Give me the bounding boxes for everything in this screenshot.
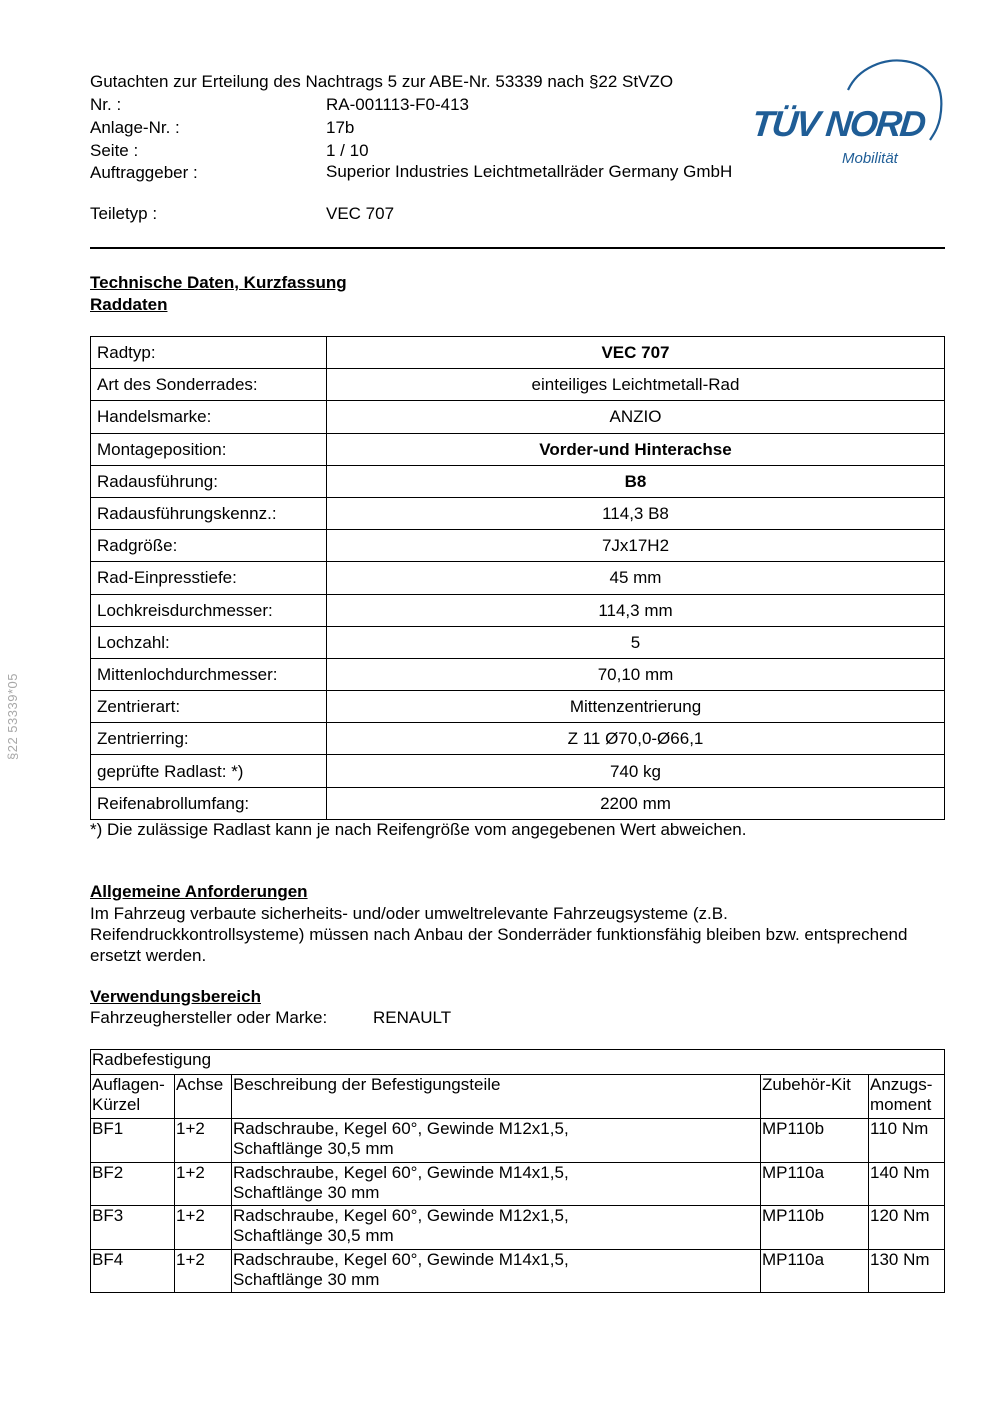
table-row — [91, 626, 945, 658]
cell-code: BF1 — [91, 1119, 175, 1163]
meta-value: VEC 707 — [326, 204, 395, 223]
row-label: Rad-Einpresstiefe: — [91, 562, 327, 594]
meta-row-anlage — [90, 117, 750, 140]
description-line: Schaftlänge 30 mm — [233, 1269, 380, 1289]
table-row — [91, 337, 945, 369]
table-row — [91, 369, 945, 401]
table-header-row — [91, 1075, 945, 1119]
cell-kit: MP110a — [761, 1162, 869, 1206]
document-header — [90, 71, 750, 224]
row-value: Z 11 Ø70,0-Ø66,1 — [327, 723, 945, 755]
manufacturer-label: Fahrzeughersteller oder Marke: — [90, 1008, 328, 1027]
row-label: Handelsmarke: — [91, 401, 327, 433]
cell-kit: MP110b — [761, 1119, 869, 1163]
cell-description — [232, 1249, 761, 1293]
table-row — [91, 1206, 945, 1250]
row-value: ANZIO — [327, 401, 945, 433]
row-label: Lochzahl: — [91, 626, 327, 658]
meta-value: 1 / 10 — [326, 141, 369, 160]
side-watermark: §22 53339*05 — [5, 673, 20, 760]
row-label: Lochkreisdurchmesser: — [91, 594, 327, 626]
row-label: Radausführung: — [91, 465, 327, 497]
row-value: B8 — [327, 465, 945, 497]
meta-row-teiletyp — [90, 203, 750, 224]
table-row — [91, 723, 945, 755]
column-header: Anzugs-moment — [869, 1075, 945, 1119]
table-row — [91, 658, 945, 690]
table-row — [91, 497, 945, 529]
section-heading-scope: Verwendungsbereich — [90, 987, 261, 1006]
row-label: geprüfte Radlast: *) — [91, 755, 327, 787]
description-line: Radschraube, Kegel 60°, Gewinde M12x1,5, — [233, 1119, 569, 1138]
table-row — [91, 691, 945, 723]
cell-code: BF2 — [91, 1162, 175, 1206]
meta-label: Auftraggeber : — [90, 163, 198, 182]
row-label: Reifenabrollumfang: — [91, 787, 327, 819]
row-label: Radtyp: — [91, 337, 327, 369]
manufacturer-value: RENAULT — [373, 1008, 452, 1027]
logo-subtitle: Mobilität — [842, 150, 898, 167]
row-value: 70,10 mm — [327, 658, 945, 690]
cell-code: BF4 — [91, 1249, 175, 1293]
column-header: Auflagen-Kürzel — [91, 1075, 175, 1119]
row-value: einteiliges Leichtmetall-Rad — [327, 369, 945, 401]
meta-row-seite — [90, 140, 750, 162]
row-value: 2200 mm — [327, 787, 945, 819]
column-header: Beschreibung der Befestigungsteile — [232, 1075, 761, 1119]
section-heading-technical-data: Technische Daten, Kurzfassung — [90, 273, 347, 292]
description-line: Radschraube, Kegel 60°, Gewinde M14x1,5, — [233, 1162, 569, 1182]
description-line: Schaftlänge 30 mm — [233, 1182, 380, 1202]
row-value: Mittenzentrierung — [327, 691, 945, 723]
row-label: Zentrierring: — [91, 723, 327, 755]
table-row — [91, 433, 945, 465]
table-row — [91, 787, 945, 819]
cell-kit: MP110a — [761, 1249, 869, 1293]
description-line: Radschraube, Kegel 60°, Gewinde M12x1,5, — [233, 1206, 569, 1225]
tuv-nord-logo — [748, 48, 948, 168]
cell-torque: 120 Nm — [869, 1206, 945, 1250]
logo-wordmark: TÜV NORD — [749, 103, 927, 144]
table-row — [91, 755, 945, 787]
description-line: Schaftlänge 30,5 mm — [233, 1139, 394, 1158]
cell-axle: 1+2 — [175, 1206, 232, 1250]
description-line: Radschraube, Kegel 60°, Gewinde M14x1,5, — [233, 1249, 569, 1269]
table-row — [91, 530, 945, 562]
table-row — [91, 1162, 945, 1206]
table-row — [91, 465, 945, 497]
meta-row-nr — [90, 94, 750, 117]
table-row — [91, 594, 945, 626]
cell-code: BF3 — [91, 1206, 175, 1250]
row-label: Montageposition: — [91, 433, 327, 465]
row-label: Mittenlochdurchmesser: — [91, 658, 327, 690]
cell-torque: 140 Nm — [869, 1162, 945, 1206]
meta-row-auftraggeber — [90, 162, 750, 203]
column-header: Achse — [175, 1075, 232, 1119]
meta-value: RA-001113-F0-413 — [326, 95, 470, 114]
cell-axle: 1+2 — [175, 1249, 232, 1293]
row-value: 45 mm — [327, 562, 945, 594]
row-label: Zentrierart: — [91, 691, 327, 723]
cell-axle: 1+2 — [175, 1162, 232, 1206]
cell-kit: MP110b — [761, 1206, 869, 1250]
section-heading-general-requirements: Allgemeine Anforderungen — [90, 882, 308, 901]
row-label: Radgröße: — [91, 530, 327, 562]
description-line: Schaftlänge 30,5 mm — [233, 1226, 394, 1245]
row-label: Art des Sonderrades: — [91, 369, 327, 401]
meta-label: Teiletyp : — [90, 204, 158, 223]
row-value: 114,3 B8 — [327, 497, 945, 529]
cell-torque: 130 Nm — [869, 1249, 945, 1293]
meta-label: Nr. : — [90, 95, 122, 114]
meta-value: Superior Industries Leichtmetallräder Germany GmbH — [326, 162, 733, 181]
column-header: Zubehör-Kit — [761, 1075, 869, 1119]
cell-description — [232, 1206, 761, 1250]
radlast-footnote: *) Die zulässige Radlast kann je nach Reifengröße vom angegebenen Wert abweichen. — [90, 820, 747, 839]
row-value: 740 kg — [327, 755, 945, 787]
table-row — [91, 401, 945, 433]
row-label: Radausführungskennz.: — [91, 497, 327, 529]
meta-value: 17b — [326, 118, 355, 137]
meta-label: Seite : — [90, 141, 139, 160]
table-caption-row — [91, 1050, 945, 1075]
table-row — [91, 562, 945, 594]
meta-label: Anlage-Nr. : — [90, 118, 180, 137]
table-row — [91, 1249, 945, 1293]
section-subheading-wheel-data: Raddaten — [90, 295, 168, 314]
row-value: Vorder-und Hinterachse — [327, 433, 945, 465]
row-value: 7Jx17H2 — [327, 530, 945, 562]
row-value: VEC 707 — [327, 337, 945, 369]
fastening-table — [90, 1049, 945, 1293]
manufacturer-row — [90, 1007, 451, 1028]
header-divider — [90, 247, 945, 249]
cell-torque: 110 Nm — [869, 1119, 945, 1163]
cell-axle: 1+2 — [175, 1119, 232, 1163]
table-caption: Radbefestigung — [91, 1050, 945, 1075]
cell-description — [232, 1119, 761, 1163]
row-value: 114,3 mm — [327, 594, 945, 626]
wheel-data-table — [90, 336, 945, 820]
report-title: Gutachten zur Erteilung des Nachtrags 5 zur ABE-Nr. 53339 nach §22 StVZO — [90, 72, 674, 91]
general-requirements-text: Im Fahrzeug verbaute sicherheits- und/oder umweltrelevante Fahrzeugsysteme (z.B. Reifendruckkontrollsysteme) müssen nach Anbau der Sonderräder funktionsfähig bleiben bzw. entsprechend ersetzt werden. — [90, 904, 908, 965]
table-row — [91, 1119, 945, 1163]
cell-description — [232, 1162, 761, 1206]
row-value: 5 — [327, 626, 945, 658]
